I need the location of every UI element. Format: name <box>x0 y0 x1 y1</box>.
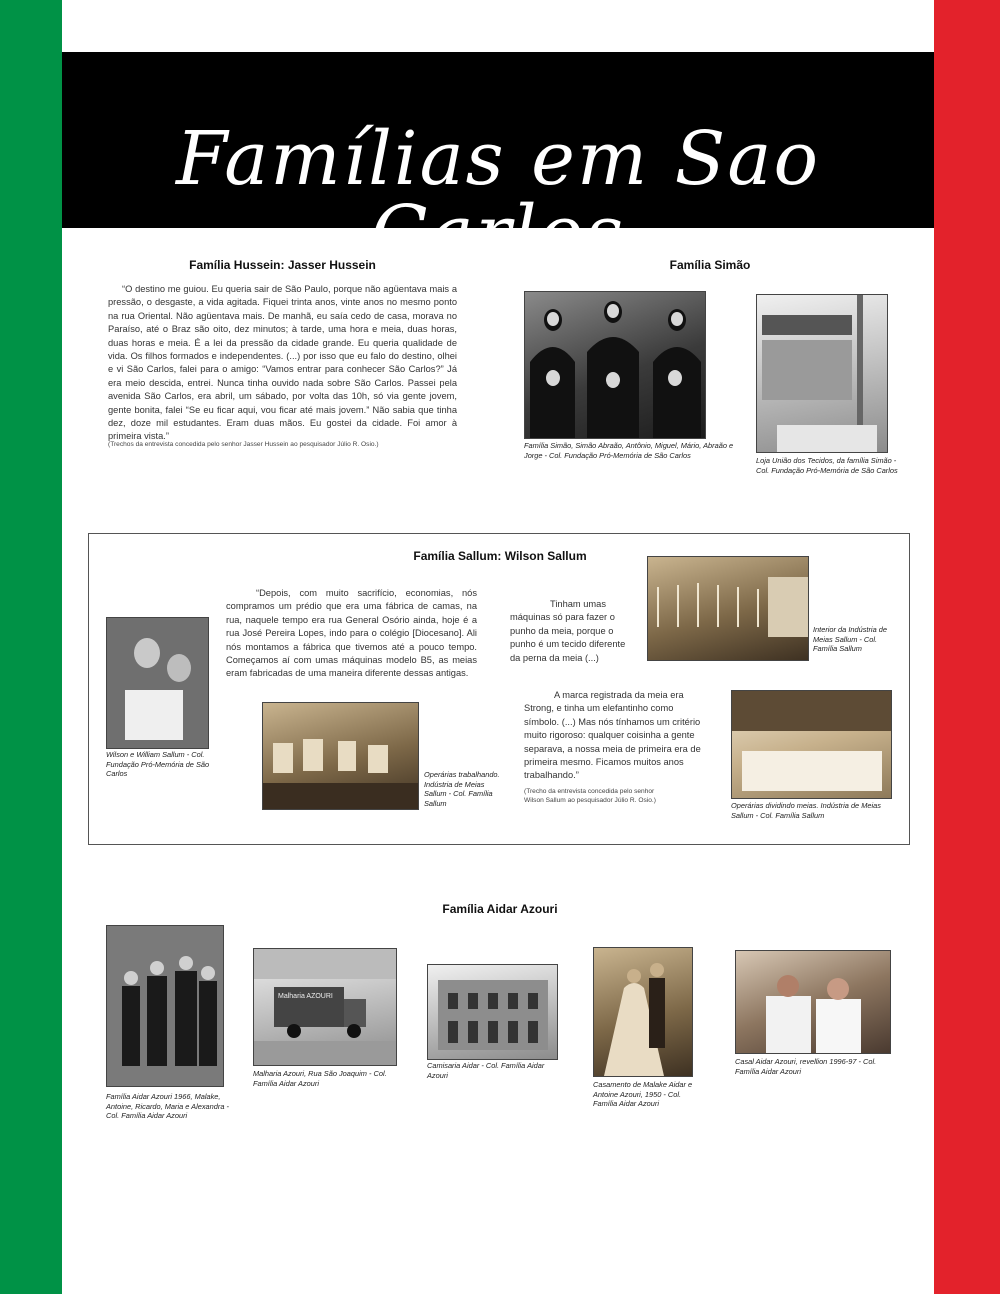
sallum-workers-caption: Operárias trabalhando. Indústria de Meias Sallum - Col. Família Sallum <box>424 770 500 808</box>
aidar-family-caption: Família Aidar Azouri 1966, Malake, Antoine, Ricardo, Maria e Alexandra - Col. Família Aidar Azouri <box>106 1092 229 1121</box>
group-portrait-icon <box>525 292 705 438</box>
aidar-camisaria-caption: Camisaria Aidar - Col. Família Aidar Azouri <box>427 1061 545 1080</box>
aidar-couple-caption: Casal Aidar Azouri, revellion 1996-97 - Col. Família Aidar Azouri <box>735 1057 877 1076</box>
sallum-portrait-caption: Wilson e William Sallum - Col. Fundação Pró-Memória de São Carlos <box>106 750 210 779</box>
two-men-portrait-icon <box>107 618 208 748</box>
aidar-couple-photo <box>735 950 891 1054</box>
flag-stripe-red <box>934 0 1000 1294</box>
aidar-malharia-photo <box>253 948 397 1066</box>
simao-heading: Família Simão <box>669 258 751 272</box>
elderly-couple-icon <box>736 951 890 1053</box>
hussein-quote: “O destino me guiou. Eu queria sair de São Paulo, porque não agüentava mais a pressão, o desgaste, a vida agitada. Fiquei trinta anos, vinte anos no mesmo ponto na rua Oriental. Não agüentava mais. De manhã, eu saía cedo de casa, morava no Paraíso, até o Braz são oito, dez minutos; à tarde, uma hora e meia, duas horas, duas horas e meia. É a lei da pressão da cidade grande. Eu queria qualidade de vida. Os filhos formados e independentes. (...) por isso que eu falo do destino, olhei e vi São Carlos, falei para o amigo: “Vamos entrar para conhecer São Carlos?” Já era meio descida, entrei. Nunca tinha ouvido nada sobre São Carlos. Passei pela avenida São Carlos, era abril, um sábado, por volta das 10h, só via gente jovem, gente bonita, falei “Se eu ficar aqui, vou ficar até mais jovem.” Não sabia que tinha dez, doze mil estudantes. Eram duas mãos. Eu gostei da cidade. Foi amor à primeira vista.” <box>108 284 457 442</box>
sallum-quote-3: A marca registrada da meia era Strong, e tinha um elefantinho como símbolo. (...) Mas nós tínhamos um critério muito rigoroso: qualquer coisinha a gente separava, a nossa meia de primeira era de primeira mesmo. Ficamos muitos anos trabalhando.” <box>524 690 701 781</box>
hussein-heading: Família Hussein: Jasser Hussein <box>189 258 376 272</box>
storefront-icon <box>757 295 887 452</box>
simao-store-caption: Loja União dos Tecidos, da família Simão - Col. Fundação Pró-Memória de São Carlos <box>756 456 898 475</box>
family-group-icon <box>107 926 223 1086</box>
flag-stripe-green <box>0 0 62 1294</box>
aidar-heading: Família Aidar Azouri <box>442 902 558 916</box>
sallum-dividing-caption: Operárias dividindo meias. Indústria de Meias Sallum - Col. Família Sallum <box>731 801 881 820</box>
aidar-family-photo <box>106 925 224 1087</box>
delivery-truck-icon <box>254 949 396 1065</box>
simao-store-photo <box>756 294 888 453</box>
aidar-wedding-caption: Casamento de Malake Aidar e Antoine Azouri, 1950 - Col. Família Aidar Azouri <box>593 1080 693 1109</box>
sallum-quote-1: “Depois, com muito sacrifício, economias, nós compramos um prédio que era uma fábrica de camas, na rua, naquele tempo era rua General Osório ainda, hoje é a rua José Pereira Lopes, indo para o colégio [Diocesano]. Ali nós montamos a fábrica que tivemos até a pouco tempo. Começamos aí com umas máquinas modelo B5, as meias eram fabricadas de uma maneira diferente dessas antigas. <box>226 588 477 679</box>
sallum-heading: Família Sallum: Wilson Sallum <box>413 549 587 563</box>
truck-sign: Malharia AZOURI <box>278 993 333 1000</box>
building-facade-icon <box>428 965 557 1059</box>
sallum-workers-photo <box>262 702 419 810</box>
simao-family-photo <box>524 291 706 439</box>
sallum-dividing-photo <box>731 690 892 799</box>
sallum-interior-caption: Interior da Indústria de Meias Sallum - Col. Família Sallum <box>813 625 887 654</box>
sallum-interior-photo <box>647 556 809 661</box>
sallum-portrait-photo <box>106 617 209 749</box>
aidar-malharia-caption: Malharia Azouri, Rua São Joaquim - Col. Família Aidar Azouri <box>253 1069 387 1088</box>
factory-machines-icon <box>648 557 808 660</box>
factory-workers-icon <box>263 703 418 809</box>
aidar-wedding-photo <box>593 947 693 1077</box>
wedding-couple-icon <box>594 948 692 1076</box>
page-title: Famílias em Sao Carlos <box>175 116 821 276</box>
simao-family-caption: Família Simão, Simão Abraão, Antônio, Miguel, Mário, Abraão e Jorge - Col. Fundação Pró-Memória de São Carlos <box>524 441 734 460</box>
sallum-note: (Trecho da entrevista concedida pelo senhor Wilson Sallum ao pesquisador Júlio R. Osio.) <box>524 788 656 804</box>
hussein-note: (Trechos da entrevista concedida pelo senhor Jasser Hussein ao pesquisador Júlio R. Osio.) <box>108 441 379 448</box>
aidar-camisaria-photo <box>427 964 558 1060</box>
sallum-quote-2: Tinham umas máquinas só para fazer o punho da meia, porque o punho é um tecido diferente da perna da meia (...) <box>510 599 626 663</box>
workers-table-icon <box>732 691 891 798</box>
